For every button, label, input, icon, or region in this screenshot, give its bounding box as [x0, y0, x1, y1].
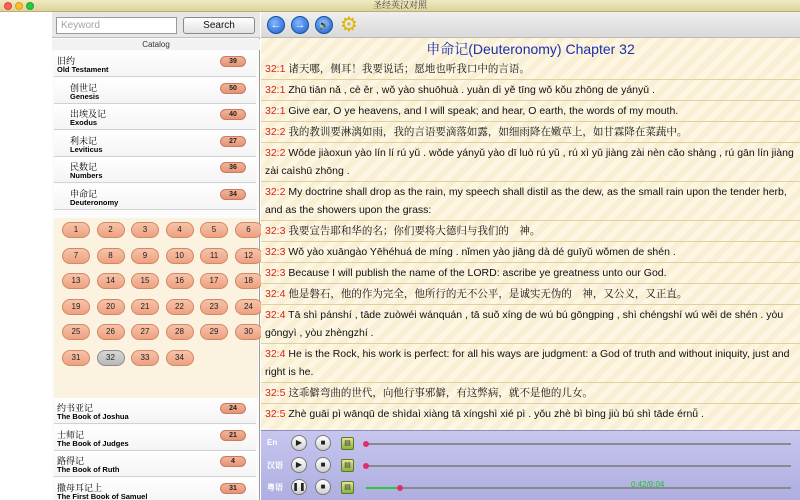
progress-fill — [366, 487, 400, 489]
chapter-button-11[interactable]: 11 — [200, 248, 228, 264]
chapter-button-14[interactable]: 14 — [97, 273, 125, 289]
book-name-en: Deuteronomy — [70, 197, 119, 207]
book-name-en: The Book of Judges — [57, 438, 129, 448]
search-bar — [52, 12, 260, 38]
catalog-panel — [52, 12, 260, 500]
chapter-button-17[interactable]: 17 — [200, 273, 228, 289]
verse-separator — [261, 343, 800, 344]
play-icon[interactable]: ▶ — [291, 457, 307, 473]
chapter-button-6[interactable]: 6 — [235, 222, 263, 238]
progress-knob[interactable] — [363, 463, 369, 469]
verse-text: Wǒ yào xuāngào Yēhéhuá de míng . nǐmen yào jiāng dà dé guīyǔ wǒmen de shén . — [285, 246, 676, 258]
chapter-button-32[interactable]: 32 — [97, 350, 125, 366]
verse-line — [265, 123, 796, 141]
verse-ref[interactable]: 32:3 — [265, 246, 286, 258]
chapter-button-33[interactable]: 33 — [131, 350, 159, 366]
book-item[interactable] — [54, 78, 256, 104]
chapter-count-badge: 31 — [220, 483, 246, 494]
back-arrow-icon[interactable]: ← — [267, 16, 285, 34]
chapter-button-29[interactable]: 29 — [200, 324, 228, 340]
audio-language-label: En — [267, 438, 278, 447]
chapter-button-7[interactable]: 7 — [62, 248, 90, 264]
verse-ref[interactable]: 32:4 — [265, 348, 286, 360]
book-item[interactable] — [54, 51, 256, 77]
verse-line — [265, 60, 796, 78]
stop-icon[interactable]: ■ — [315, 435, 331, 451]
verse-line — [265, 345, 796, 381]
verse-separator — [261, 262, 800, 263]
verse-ref[interactable]: 32:2 — [265, 126, 286, 138]
chapter-button-5[interactable]: 5 — [200, 222, 228, 238]
book-name-en: Leviticus — [70, 144, 103, 154]
chapter-count-badge: 50 — [220, 83, 246, 94]
book-name-zh: 撒母耳记上 — [57, 482, 103, 493]
forward-arrow-icon[interactable]: → — [291, 16, 309, 34]
verse-separator — [261, 142, 800, 143]
verse-line — [265, 306, 796, 342]
chapter-button-2[interactable]: 2 — [97, 222, 125, 238]
book-name-zh: 约书亚记 — [57, 403, 94, 413]
stop-icon[interactable]: ■ — [315, 479, 331, 495]
chapter-button-3[interactable]: 3 — [131, 222, 159, 238]
chapter-button-22[interactable]: 22 — [166, 299, 194, 315]
verse-text: Wǒde jiàoxun yào lín lí rú yǔ . wǒde yányǔ yào dī luò rú yǔ , rú xì yǔ jiàng zài nèn cǎo shàng , rú gān lín jiàng zài caìshū zhōng . — [265, 147, 794, 177]
chapter-button-31[interactable]: 31 — [62, 350, 90, 366]
chapter-count-badge: 27 — [220, 136, 246, 147]
book-name-en: The Book of Joshua — [57, 412, 129, 421]
progress-track[interactable] — [366, 443, 791, 445]
book-name-en: Old Testament — [57, 65, 109, 74]
verse-ref[interactable]: 32:3 — [265, 267, 286, 279]
book-item[interactable] — [54, 157, 256, 183]
verse-line — [265, 285, 796, 303]
book-item[interactable] — [54, 184, 256, 210]
chapter-count-badge: 36 — [220, 162, 246, 173]
book-name-zh: 民数记 — [70, 162, 98, 172]
book-name-en: The Book of Ruth — [57, 465, 120, 474]
chapter-button-20[interactable]: 20 — [97, 299, 125, 315]
pause-icon[interactable]: ❚❚ — [291, 479, 307, 495]
chapter-button-9[interactable]: 9 — [131, 248, 159, 264]
chapter-title: 申命记(Deuteronomy) Chapter 32 — [426, 41, 635, 57]
verse-text: He is the Rock, his work is perfect: for all his ways are judgment: a God of truth and without iniquity, just and right is he. — [265, 348, 790, 378]
gear-icon[interactable]: ⚙ — [340, 14, 358, 36]
chapter-button-27[interactable]: 27 — [131, 324, 159, 340]
chapter-button-8[interactable]: 8 — [97, 248, 125, 264]
progress-track[interactable] — [366, 487, 791, 489]
progress-knob[interactable] — [363, 441, 369, 447]
verse-ref[interactable]: 32:4 — [265, 288, 286, 300]
verse-separator — [261, 79, 800, 80]
verse-reader[interactable] — [261, 38, 800, 430]
search-input[interactable] — [56, 17, 177, 34]
verse-ref[interactable]: 32:1 — [265, 63, 286, 75]
book-item[interactable] — [54, 104, 256, 130]
chapter-button-28[interactable]: 28 — [166, 324, 194, 340]
progress-track[interactable] — [366, 465, 791, 467]
chapter-button-18[interactable]: 18 — [235, 273, 263, 289]
verse-text: Tā shì pánshí , tāde zuòwéi wánquán , tā suǒ xíng de wú bú gōngping , shì chéngshí wú wěi de shén . yòu gōngyì , yòu zhèngzhí . — [265, 309, 784, 339]
audio-language-label: 粤语 — [267, 483, 283, 492]
verse-separator — [261, 121, 800, 122]
verse-ref[interactable]: 32:5 — [265, 387, 286, 399]
verse-line — [265, 243, 796, 261]
book-name-zh: 士师记 — [57, 429, 85, 440]
book-name-en: Exodus — [70, 118, 98, 127]
chapter-count-badge: 39 — [220, 56, 246, 67]
book-item[interactable] — [54, 478, 256, 500]
verse-line — [265, 405, 796, 423]
chapter-count-badge: 34 — [220, 189, 246, 200]
verse-separator — [261, 382, 800, 383]
verse-separator — [261, 241, 800, 242]
book-item[interactable] — [54, 425, 256, 451]
chapter-button-19[interactable]: 19 — [62, 299, 90, 315]
playlist-icon[interactable]: ▤ — [341, 481, 354, 494]
chapter-count-badge: 40 — [220, 109, 246, 120]
play-icon[interactable]: ▶ — [291, 435, 307, 451]
chapter-button-23[interactable]: 23 — [200, 299, 228, 315]
reader-toolbar — [261, 12, 800, 38]
stop-icon[interactable]: ■ — [315, 457, 331, 473]
chapter-button-21[interactable]: 21 — [131, 299, 159, 315]
book-name-en: Numbers — [70, 171, 103, 180]
verse-text: Zhū tiān nǎ , cè ěr , wǒ yào shuōhuà . yuàn dì yě tīng wǒ kǒu zhōng de yányǔ . — [285, 84, 655, 96]
verse-line — [265, 183, 796, 219]
verse-line — [265, 384, 796, 402]
window-titlebar — [0, 0, 800, 12]
book-name-zh: 旧约 — [57, 56, 76, 66]
chapter-button-24[interactable]: 24 — [235, 299, 263, 315]
verse-ref[interactable]: 32:4 — [265, 309, 286, 321]
book-name-en: Genesis — [70, 91, 100, 101]
verse-separator — [261, 283, 800, 284]
book-name-zh: 申命记 — [70, 188, 98, 199]
playlist-icon[interactable]: ▤ — [341, 459, 354, 472]
verse-line — [265, 222, 796, 240]
audio-player — [261, 430, 800, 500]
verse-text: 这乖僻弯曲的世代，向他行事邪僻，有这弊病，就不是他的儿女。 — [285, 387, 593, 399]
verse-separator — [261, 220, 800, 221]
verse-text: Zhè guāi pì wānqū de shìdaì xiàng tā xíngshì xié pì . yǒu zhè bì bìng jiù bú shì tāde érnǚ . — [285, 408, 704, 420]
book-name-zh: 路得记 — [57, 456, 85, 466]
chapter-button-26[interactable]: 26 — [97, 324, 125, 340]
chapter-button-16[interactable]: 16 — [166, 273, 194, 289]
verse-text: 他是磐石，他的作为完全，他所行的无不公平，是诚实无伪的 神，又公义，又正直。 — [285, 288, 688, 300]
verse-ref[interactable]: 32:1 — [265, 84, 286, 96]
verse-separator — [261, 304, 800, 305]
book-item[interactable] — [54, 398, 256, 424]
audio-language-label: 汉语 — [267, 461, 283, 470]
chapter-button-12[interactable]: 12 — [235, 248, 263, 264]
verse-separator — [261, 100, 800, 101]
verse-line — [265, 144, 796, 180]
window-title: 圣经英汉对照 — [372, 1, 427, 11]
verse-line — [265, 102, 796, 120]
verse-text: 我要宣告耶和华的名；你们要将大德归与我们的 神。 — [285, 225, 541, 237]
verse-ref[interactable]: 32:2 — [265, 147, 286, 159]
verse-text: 我的教训要淋漓如雨，我的言语要滴落如露，如细雨降在嫩草上，如甘霖降在菜蔬中。 — [285, 126, 688, 138]
book-name-en: The First Book of Samuel — [57, 491, 148, 500]
chapter-button-1[interactable]: 1 — [62, 222, 90, 238]
verse-ref[interactable]: 32:1 — [265, 105, 286, 117]
verse-ref[interactable]: 32:5 — [265, 408, 286, 420]
chapter-count-badge: 24 — [220, 403, 246, 414]
book-item[interactable] — [54, 451, 256, 477]
verse-line — [265, 81, 796, 99]
verse-ref[interactable]: 32:2 — [265, 186, 286, 198]
verse-separator — [261, 403, 800, 404]
chapter-grid — [54, 218, 258, 398]
verse-text: My doctrine shall drop as the rain, my speech shall distil as the dew, as the small rain upon the tender herb, and as the showers upon the grass: — [265, 186, 787, 216]
chapter-button-34[interactable]: 34 — [166, 350, 194, 366]
verse-ref[interactable]: 32:3 — [265, 225, 286, 237]
chapter-button-4[interactable]: 4 — [166, 222, 194, 238]
verse-text: 诸天哪，侧耳！我要说话；愿地也听我口中的言语。 — [285, 63, 530, 75]
search-button[interactable]: Search — [183, 17, 255, 34]
chapter-button-15[interactable]: 15 — [131, 273, 159, 289]
verse-line — [265, 264, 796, 282]
catalog-header: Catalog — [52, 39, 260, 50]
book-name-zh: 出埃及记 — [70, 109, 107, 119]
playlist-icon[interactable]: ▤ — [341, 437, 354, 450]
playback-time: 0:42/9:04 — [631, 480, 665, 489]
verse-separator — [261, 181, 800, 182]
chapter-button-10[interactable]: 10 — [166, 248, 194, 264]
chapter-button-25[interactable]: 25 — [62, 324, 90, 340]
progress-knob[interactable] — [397, 485, 403, 491]
book-name-zh: 利未记 — [70, 135, 98, 146]
verse-text: Give ear, O ye heavens, and I will speak; and hear, O earth, the words of my mouth. — [285, 105, 679, 117]
chapter-button-13[interactable]: 13 — [62, 273, 90, 289]
chapter-button-30[interactable]: 30 — [235, 324, 263, 340]
speaker-icon[interactable]: 🔊 — [315, 16, 333, 34]
verse-text: Because I will publish the name of the LORD: ascribe ye greatness unto our God. — [285, 267, 667, 279]
book-item[interactable] — [54, 131, 256, 157]
chapter-count-badge: 21 — [220, 430, 246, 441]
chapter-count-badge: 4 — [220, 456, 246, 467]
book-name-zh: 创世记 — [70, 82, 98, 93]
